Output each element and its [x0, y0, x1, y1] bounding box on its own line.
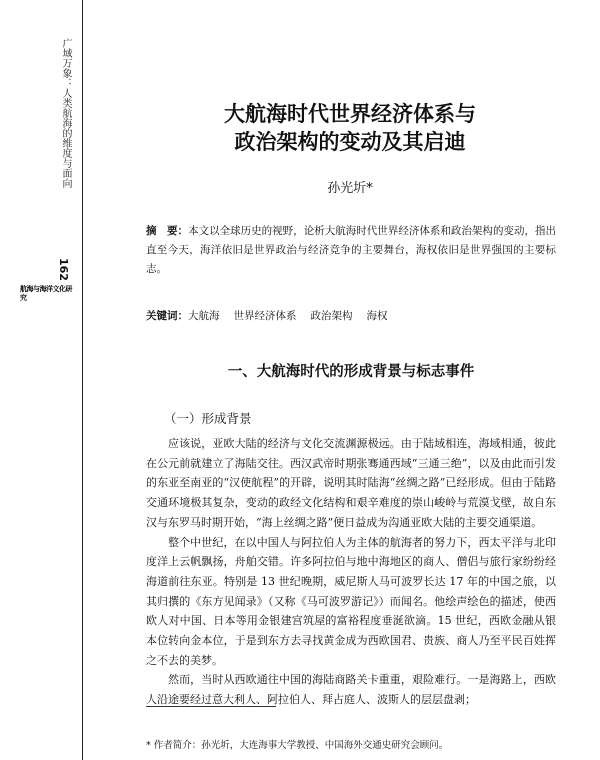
- footnote: * 作者简介：孙光圻，大连海事大学教授、中国海外交通史研究会顾问。: [146, 740, 449, 751]
- footnote-rule: [146, 706, 276, 707]
- page-number: 162: [57, 258, 70, 281]
- keyword: 政治架构: [310, 310, 353, 322]
- journal-mark: 航海与海洋文化研究: [20, 285, 72, 302]
- title-line-1: 大航海时代世界经济体系与: [224, 102, 476, 126]
- paragraph: 整个中世纪，在以中国人与阿拉伯人为主体的航海者的努力下，西太平洋与北印度洋上云帆飘扬，舟舶交错。许多阿拉伯与地中海地区的商人、僧侣与旅行家纷纷经海道前往东亚。特别是 13 世纪晚期，威尼斯人马可波罗长达 17 年的中国之旅，以其归撰的《东方见闻录》（又称《马可波罗游记》）而闻名。他绘声绘色的描述，使西欧人对中国、日本等用金银建宫筑屋的富裕程度垂涎欲滴。15 世纪，西欧金融从银本位转向金本位，于是到东方去寻找黄金成为西欧国君、贵族、商人乃至平民百姓挥之不去的美梦。: [146, 535, 556, 667]
- abstract: [146, 222, 556, 279]
- subsection-heading: （一）形成背景: [164, 411, 252, 426]
- running-title: 广域万象：人类航海的维度与面向: [60, 38, 71, 188]
- title-line-2: 政治架构的变动及其启迪: [234, 130, 466, 154]
- author: 孙光圻*: [327, 181, 373, 196]
- abstract-label: 摘 要：: [146, 225, 189, 237]
- abstract-text: 本文以全球历史的视野，论析大航海时代世界经济体系和政治架构的变动，指出直至今天，海洋依旧是世界政治与经济竞争的主要舞台，海权依旧是世界强国的主要标志。: [146, 225, 557, 275]
- keyword: 海权: [366, 310, 388, 322]
- keyword: 大航海: [188, 310, 220, 322]
- margin-rule: [82, 0, 83, 760]
- body-text: [146, 434, 556, 710]
- keywords: [146, 308, 556, 324]
- keywords-label: 关键词：: [146, 310, 188, 322]
- section-heading: 一、大航海时代的形成背景与标志事件: [227, 364, 475, 380]
- article-title: [150, 100, 550, 156]
- paragraph: 然而，当时从西欧通往中国的海陆商路关卡重重，艰险难行。一是海路上，西欧人沿途要经过意大利人、阿拉伯人、拜占庭人、波斯人的层层盘剥；: [146, 673, 556, 707]
- keyword: 世界经济体系: [233, 310, 297, 322]
- paragraph: 应该说，亚欧大陆的经济与文化交流渊源极远。由于陆域相连，海域相通，彼此在公元前就建立了海陆交往。西汉武帝时期张骞通西域“三通三绝”，以及由此而引发的东亚至南亚的“汉使航程”的开辟，说明其时陆海“丝绸之路”已经形成。但由于陆路交通环境极其复杂，变动的政经文化结构和艰辛难度的崇山峻岭与荒漠戈壁，故自东汉与东罗马时期开始，“海上丝绸之路”便日益成为沟通亚欧大陆的主要交通渠道。: [146, 437, 556, 529]
